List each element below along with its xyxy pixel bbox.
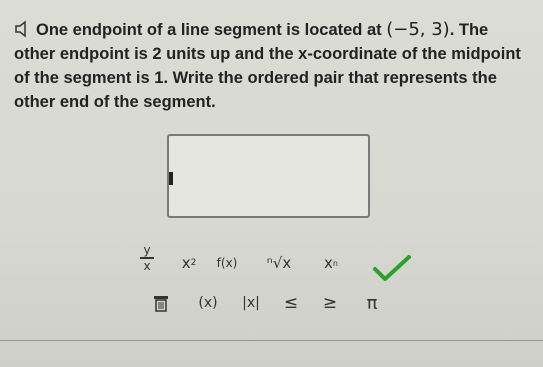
text-cursor [169, 172, 173, 185]
pi-button[interactable]: π [366, 292, 378, 314]
question-point: (−5, 3) [386, 19, 450, 40]
exponent-base: x [181, 254, 191, 272]
subscript-index: n [332, 258, 338, 268]
subscript-base: x [324, 254, 333, 272]
exponent-button[interactable] [176, 252, 202, 274]
greater-or-equal-button[interactable]: ≥ [322, 293, 338, 313]
question-prefix: One endpoint of a line segment is located at [36, 21, 387, 39]
question-text [14, 18, 534, 114]
submit-check-icon[interactable] [371, 254, 413, 287]
less-or-equal-button[interactable]: ≤ [283, 293, 299, 313]
keypad-divider [0, 340, 543, 341]
fraction-numerator: y [143, 243, 151, 258]
trash-icon[interactable] [149, 292, 173, 314]
question-suffix: . The other endpoint is 2 units up and the x-coordinate of the midpoint of the segment is 1. Write the ordered pair that represents the other end of the segment. [14, 21, 521, 111]
function-button[interactable]: f(x) [216, 256, 238, 270]
answer-input[interactable] [167, 134, 370, 218]
fraction-button[interactable] [136, 240, 158, 276]
fraction-denominator: x [143, 258, 151, 273]
subscript-button[interactable] [316, 252, 346, 274]
parentheses-button[interactable]: (x) [198, 295, 218, 311]
speaker-icon[interactable] [14, 20, 32, 38]
root-button[interactable]: ⁿ√x [266, 254, 292, 272]
exponent-power: 2 [190, 258, 197, 268]
absolute-value-button[interactable]: |x| [242, 295, 260, 311]
